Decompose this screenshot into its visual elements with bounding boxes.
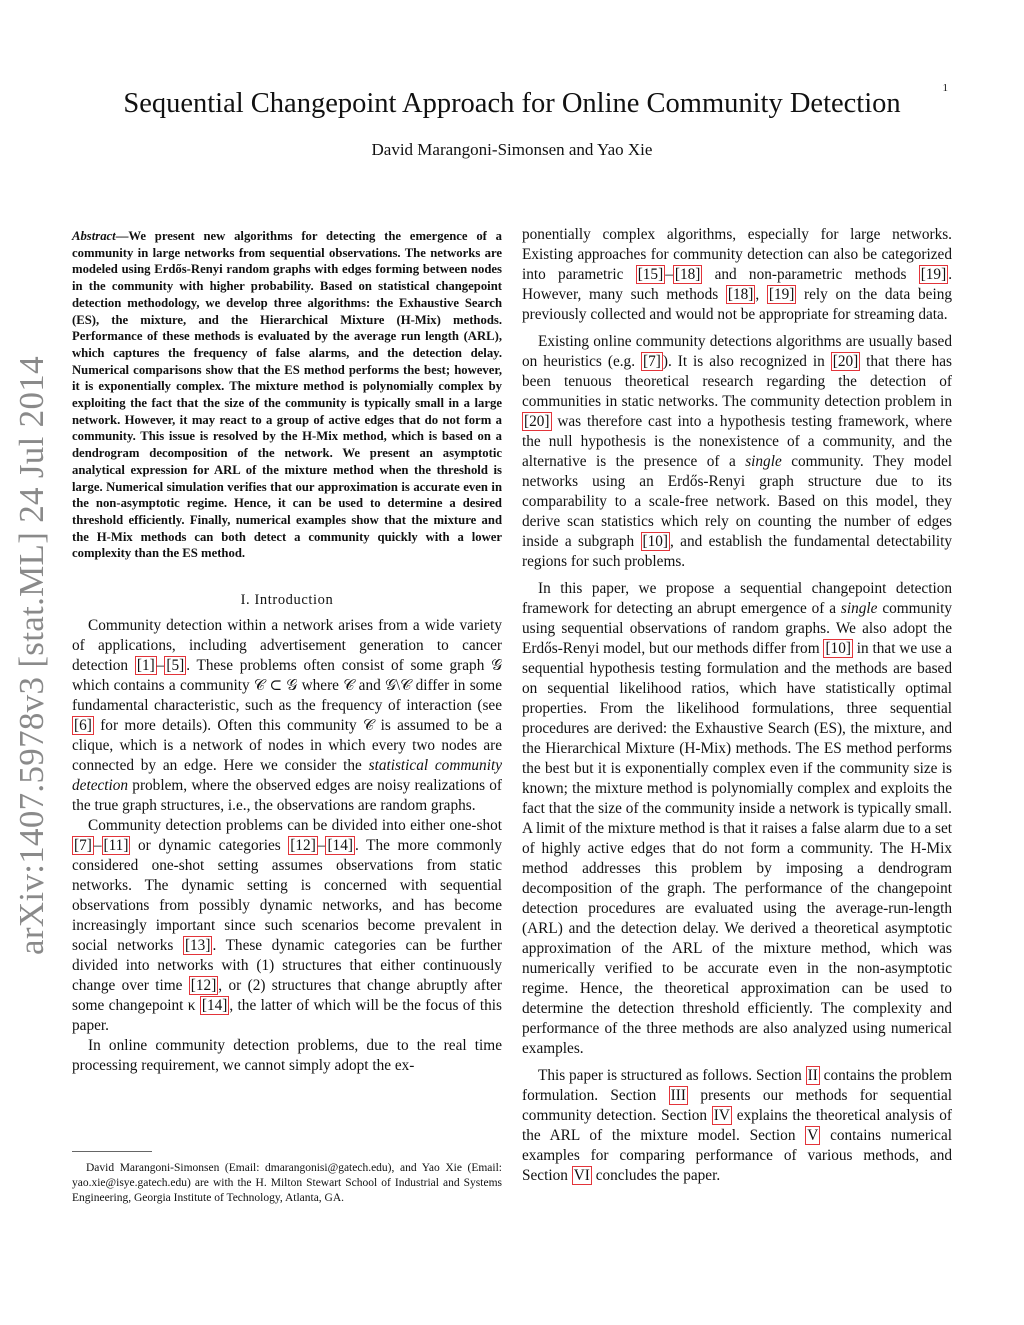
intro-paragraph-1 [72, 616, 502, 816]
text-run: , and establish the fundamental detectability regions for such problems. [522, 533, 952, 570]
text-run: ponentially complex algorithms, especially for large networks. Existing approaches for community detection can also be categorized into parametric [522, 226, 952, 283]
citation-link[interactable]: [5] [166, 657, 185, 675]
text-run: problem, where the observed edges are noisy realizations of the true graph structures, i.e., the observations are random graphs. [72, 777, 502, 815]
right-paragraph-4 [522, 1066, 952, 1186]
intro-paragraph-3: In online community detection problems, due to the real time processing requirement, we cannot simply adopt the ex- [72, 1037, 502, 1075]
abstract-text: —We present new algorithms for detecting the emergence of a community in large networks from sequential observations. The networks are modeled using Erdős-Renyi random graphs with edges forming between nodes in the community with higher probability. Based on statistical changepoint detection methodology, we develop three algorithms: the Exhaustive Search (ES), the mixture, and the Hierarchical Mixture (H-Mix) methods. Performance of these methods is evaluated by the average run length (ARL), which captures the frequency of false alarms, and the detection delay. Numerical comparisons show that the ES method performs the best; however, it is exponentially complex. The mixture method is polynomially complex by exploiting the fact that the size of the community is typically small in a large network. However, it may react to a group of active edges that do not form a community. This issue is resolved by the H-Mix method, which is based on a dendrogram decomposition of the network. We present an asymptotic analytical expression for ARL of the mixture method when the threshold is large. Numerical simulation verifies that our approximation is accurate even in the non-asymptotic regime. Hence, it can be used to determine a desired threshold efficiently. Finally, numerical examples show that the mixture and the H-Mix methods can both detect a community quickly with a lower complexity than the ES method. [72, 229, 502, 561]
citation-link[interactable]: [19] [920, 266, 947, 283]
right-paragraph-2 [522, 332, 952, 572]
text-run: community using sequential observations of random graphs. We also adopt the Erdős-Renyi model, but our methods differ from [522, 600, 952, 657]
text-run: community. They model networks using an Erdős-Renyi graph structure due to its comparability to a scale-free network. Based on this model, they derive scan statistics which rely on counting the number of edges inside a subgraph [522, 453, 953, 550]
page-number: 1 [942, 82, 948, 94]
text-run: . These dynamic categories can be further divided into networks with (1) structures that either continuously change over time [72, 937, 502, 995]
left-column [72, 228, 502, 1076]
abstract-label: Abstract [72, 229, 116, 243]
text-run: , the latter of which will be the focus of this paper. [72, 997, 502, 1035]
emphasis-text: single [840, 600, 878, 617]
text-run: Community detection within a network arises from a wide variety of applications, including advertisement generation to cancer detection [72, 617, 502, 675]
text-run: , or (2) structures that change abruptly after some changepoint κ [72, 977, 503, 1015]
arxiv-stamp: arXiv:1407.5978v3 [stat.ML] 24 Jul 2014 [12, 356, 51, 955]
citation-link[interactable]: [13] [184, 937, 211, 955]
text-run: This paper is structured as follows. Section [538, 1067, 806, 1084]
text-run: , [755, 286, 767, 303]
right-paragraph-3 [522, 579, 952, 1059]
emphasis-text: single [745, 453, 782, 470]
intro-paragraph-2 [72, 816, 502, 1036]
citation-link[interactable]: [6] [74, 717, 92, 735]
citation-link[interactable]: [15] [637, 266, 664, 283]
citation-link[interactable]: [7] [74, 837, 92, 855]
text-run: for more details). Often this community 𝒞 is assumed to be a clique, which is a network of nodes in which every two nodes are connected by an edge. Here we consider the [72, 717, 502, 775]
text-run: in that we use a sequential hypothesis testing formulation and the methods are based on sequential likelihood ratios, which have statistically optimal properties. From the likelihood formulations, three sequential procedures are derived: the Exhaustive Search (ES), the mixture, and the Hierarchical Mixture (H-Mix) methods. The ES method performs the best but it is exponentially complex even if the community size is known; the mixture method is polynomially complex and exploits the fact that the size of the community inside a network is typically small. A limit of the mixture method is that it raises a false alarm due to a set of highly active edges that do not form a community. The H-Mix method addresses this problem by imposing a dendrogram decomposition of the graph. The performance of the changepoint detection procedures are evaluated using the average-run-length (ARL) and the detection delay. We derived a theoretical asymptotic approximation of the ARL of the mixture method, which was numerically verified to be accurate even in the non-asymptotic regime. Hence, the theoretical approximation can be used to determine the detection threshold efficiently. The complexity and performance of the three methods are also analyzed using numerical examples. [522, 640, 952, 1057]
text-run: and non-parametric methods [702, 266, 919, 283]
citation-link[interactable]: [14] [201, 997, 228, 1015]
citation-link[interactable]: [14] [327, 837, 353, 855]
citation-link[interactable]: [20] [524, 413, 550, 430]
citation-link[interactable]: [19] [768, 286, 795, 303]
section-link[interactable]: V [807, 1127, 819, 1144]
text-run: contains the problem formulation. Section [522, 1067, 952, 1104]
citation-link[interactable]: [18] [727, 286, 754, 303]
text-run: presents our methods for sequential community detection. Section [522, 1087, 953, 1124]
section-link[interactable]: II [807, 1067, 818, 1084]
text-run: Community detection problems can be divided into either one-shot [88, 817, 502, 835]
citation-link[interactable]: [7] [643, 353, 661, 370]
text-run: In this paper, we propose a sequential changepoint detection framework for detecting an abrupt emergence of a [522, 580, 952, 617]
right-column [522, 225, 952, 1186]
section-link[interactable]: III [670, 1087, 686, 1104]
text-run: – [156, 657, 165, 675]
text-run: . These problems often consist of some graph 𝒢 which contains a community 𝒞 ⊂ 𝒢 where 𝒞 and 𝒢\𝒞 differ in some fundamental characteristic, such as the frequency of interaction (see [72, 657, 502, 715]
text-run: that there has been tenuous theoretical research regarding the detection of communities in static networks. The community detection problem in [522, 353, 953, 410]
text-run: . However, many such methods [522, 266, 953, 303]
footnote-rule [72, 1151, 152, 1152]
citation-link[interactable]: [10] [642, 533, 668, 550]
text-run: contains numerical examples for comparing performance of various methods, and Section [522, 1127, 952, 1184]
section-link[interactable]: IV [713, 1107, 730, 1124]
text-run: – [93, 837, 102, 855]
text-run: Existing online community detections algorithms are usually based on heuristics (e.g. [522, 333, 952, 370]
right-paragraph-1 [522, 225, 952, 325]
text-run: ). It is also recognized in [662, 353, 831, 370]
emphasis-text: statistical community detection [72, 757, 502, 795]
text-run: – [665, 266, 673, 283]
citation-link[interactable]: [11] [103, 837, 129, 855]
citation-link[interactable]: [10] [825, 640, 851, 657]
section-link[interactable]: VI [573, 1167, 590, 1184]
paper-title: Sequential Changepoint Approach for Online Community Detection [123, 88, 901, 119]
citation-link[interactable]: [12] [290, 837, 316, 855]
author-footnote: David Marangoni-Simonsen (Email: dmarangonisi@gatech.edu), and Yao Xie (Email: yao.xie@isye.gatech.edu) are with the H. Milton Stewart School of Industrial and Systems Engineering, Georgia Institute of Technology, Atlanta, GA. [72, 1162, 502, 1204]
text-run: concludes the paper. [591, 1167, 721, 1184]
abstract [72, 228, 502, 562]
text-run: was therefore cast into a hypothesis testing framework, where the null hypothesis is the nonexistence of a community, and the alternative is the presence of a [522, 413, 952, 470]
citation-link[interactable]: [1] [136, 657, 155, 675]
citation-link[interactable]: [18] [674, 266, 701, 283]
citation-link[interactable]: [12] [190, 977, 217, 995]
text-run: . The more commonly considered one-shot setting assumes observations from static networks. The dynamic setting is concerned with sequential observations from possibly dynamic networks, and has become increasingly important since such scenarios become prevalent in social networks [72, 837, 502, 955]
paper-authors: David Marangoni-Simonsen and Yao Xie [371, 140, 653, 159]
text-run: – [317, 837, 326, 855]
text-run: or dynamic categories [130, 837, 289, 855]
citation-link[interactable]: [20] [832, 353, 859, 370]
text-run: explains the theoretical analysis of the ARL of the mixture model. Section [522, 1107, 952, 1144]
section-heading-introduction: I. Introduction [240, 592, 334, 609]
text-run: rely on the data being previously collected and would not be appropriate for streaming data. [522, 286, 952, 323]
